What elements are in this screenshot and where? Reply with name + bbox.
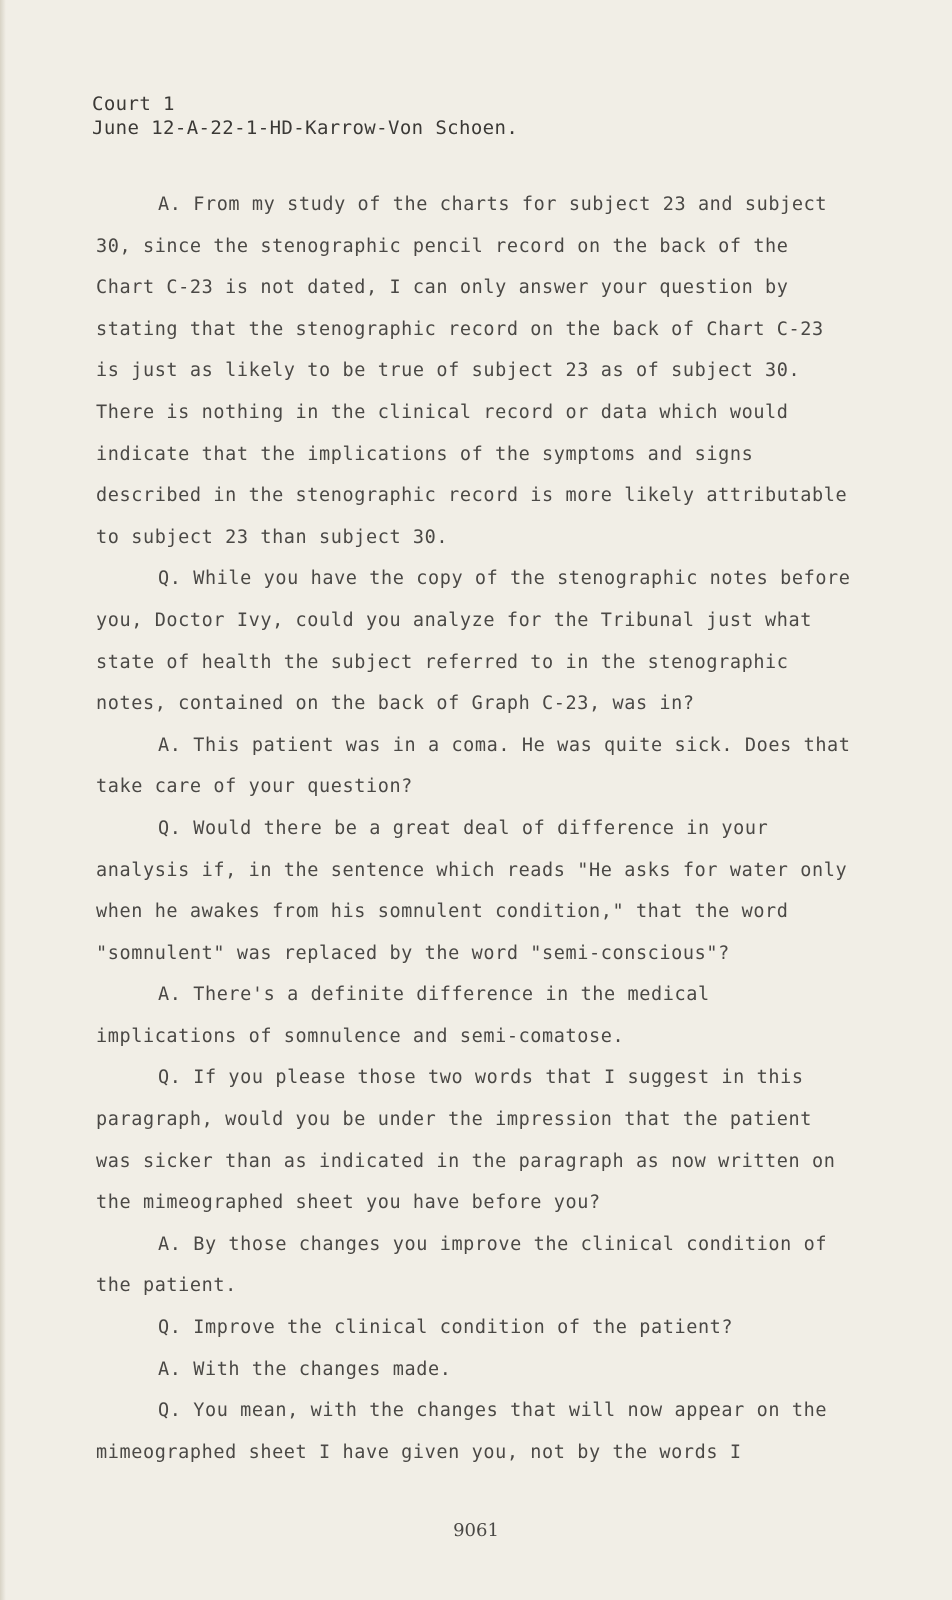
document-header [92, 92, 518, 140]
transcript-paragraph-answer-3: A. There's a definite difference in the medical implications of somnulence and semi-comatose. [96, 984, 710, 1047]
transcript-paragraph-question-2: Q. Would there be a great deal of difference in your analysis if, in the sentence which reads "He asks for water only when he awakes from his somnulent condition," that the word "somnulent" was replaced by the word "semi-conscious"? [96, 817, 848, 964]
transcript-paragraph-question-1: Q. While you have the copy of the stenographic notes before you, Doctor Ivy, could you analyze for the Tribunal just what state of health the subject referred to in the stenographic notes, contained on the back of Graph C-23, was in? [96, 568, 851, 715]
page-number: 9061 [453, 1520, 499, 1541]
transcript-paragraph-question-3: Q. If you please those two words that I suggest in this paragraph, would you be under the impression that the patient was sicker than as indicated in the paragraph as now written on the mimeographed sheet you have before you? [96, 1067, 836, 1214]
transcript-paragraph-answer-4: A. By those changes you improve the clinical condition of the patient. [96, 1233, 828, 1297]
transcript-paragraph-answer-1: A. From my study of the charts for subject 23 and subject 30, since the stenographic pencil record on the back of the Chart C-23 is not dated, I can only answer your question by stating that the stenographic record on the back of Chart C-23 is just as likely to be true of subject 23 as of subject 30. There is nothing in the clinical record or data which would indicate that the implications of the symptoms and signs described in the stenographic record is more likely attributable to subject 23 than subject 30. [96, 194, 848, 548]
transcript-body [96, 184, 856, 1473]
page-edge-shadow [0, 0, 6, 1600]
transcript-paragraph-answer-5: A. With the changes made. [158, 1358, 452, 1380]
transcript-paragraph-question-4: Q. Improve the clinical condition of the patient? [158, 1317, 734, 1339]
header-court-line: Court 1 [92, 93, 175, 115]
transcript-paragraph-answer-2: A. This patient was in a coma. He was quite sick. Does that take care of your question? [96, 734, 851, 798]
transcript-paragraph-question-5: Q. You mean, with the changes that will now appear on the mimeographed sheet I have given you, not by the words I [96, 1400, 828, 1463]
header-session-line: June 12-A-22-1-HD-Karrow-Von Schoen. [92, 117, 519, 139]
